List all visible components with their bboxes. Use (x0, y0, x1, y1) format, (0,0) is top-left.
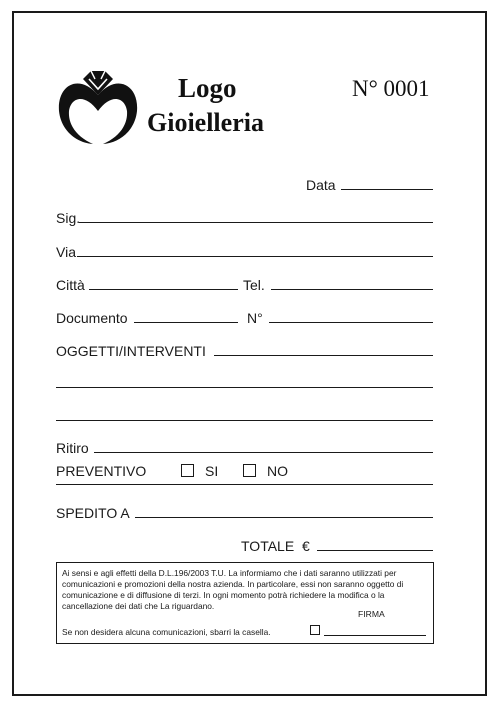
optout-text: Se non desidera alcuna comunicazioni, sbarri la casella. (62, 627, 271, 637)
tel-field[interactable] (271, 289, 433, 290)
ritiro-label: Ritiro (56, 440, 89, 456)
spedito-label: SPEDITO A (56, 505, 130, 521)
privacy-text: Ai sensi e agli effetti della D.L.196/2003 T.U. La informiamo che i dati saranno utilizzati per comunicazioni e promozioni della nostra azienda. In particolare, essi non saranno oggetto di comunicazione e di diffusione di terzi. In ogni momento potrà richiedere la modifica o la cancellazione dei dati che La riguardano. (62, 568, 404, 611)
preventivo-divider (56, 484, 433, 485)
firma-label: FIRMA (358, 609, 385, 619)
optout-checkbox[interactable] (310, 625, 320, 635)
ring-logo-icon (55, 65, 141, 145)
totale-label: TOTALE € (241, 538, 310, 554)
citta-label: Città (56, 277, 85, 293)
document-number-label: N° (247, 310, 263, 326)
sig-label: Sig. (56, 210, 81, 226)
preventivo-label: PREVENTIVO (56, 463, 147, 479)
logo-line2: Gioielleria (147, 108, 264, 137)
oggetti-line-2[interactable] (56, 387, 433, 388)
oggetti-label: OGGETTI/INTERVENTI (56, 343, 206, 359)
preventivo-si-label: SI (205, 463, 219, 479)
via-label: Via (56, 244, 76, 260)
firma-field[interactable] (324, 635, 426, 636)
totale-field[interactable] (317, 550, 433, 551)
documento-label: Documento (56, 310, 128, 326)
date-field[interactable] (341, 189, 433, 190)
citta-field[interactable] (89, 289, 238, 290)
preventivo-si-checkbox[interactable] (181, 464, 194, 477)
date-label: Data (306, 177, 336, 193)
logo-line1: Logo (178, 73, 237, 103)
oggetti-line-3[interactable] (56, 420, 433, 421)
oggetti-field[interactable] (214, 355, 433, 356)
tel-label: Tel. (243, 277, 265, 293)
preventivo-no-label: NO (267, 463, 288, 479)
preventivo-no-checkbox[interactable] (243, 464, 256, 477)
via-field[interactable] (77, 256, 433, 257)
document-number-field[interactable] (269, 322, 433, 323)
spedito-field[interactable] (135, 517, 433, 518)
receipt-number: N° 0001 (352, 76, 430, 101)
ritiro-field[interactable] (94, 452, 433, 453)
documento-field[interactable] (134, 322, 238, 323)
sig-field[interactable] (79, 222, 433, 223)
